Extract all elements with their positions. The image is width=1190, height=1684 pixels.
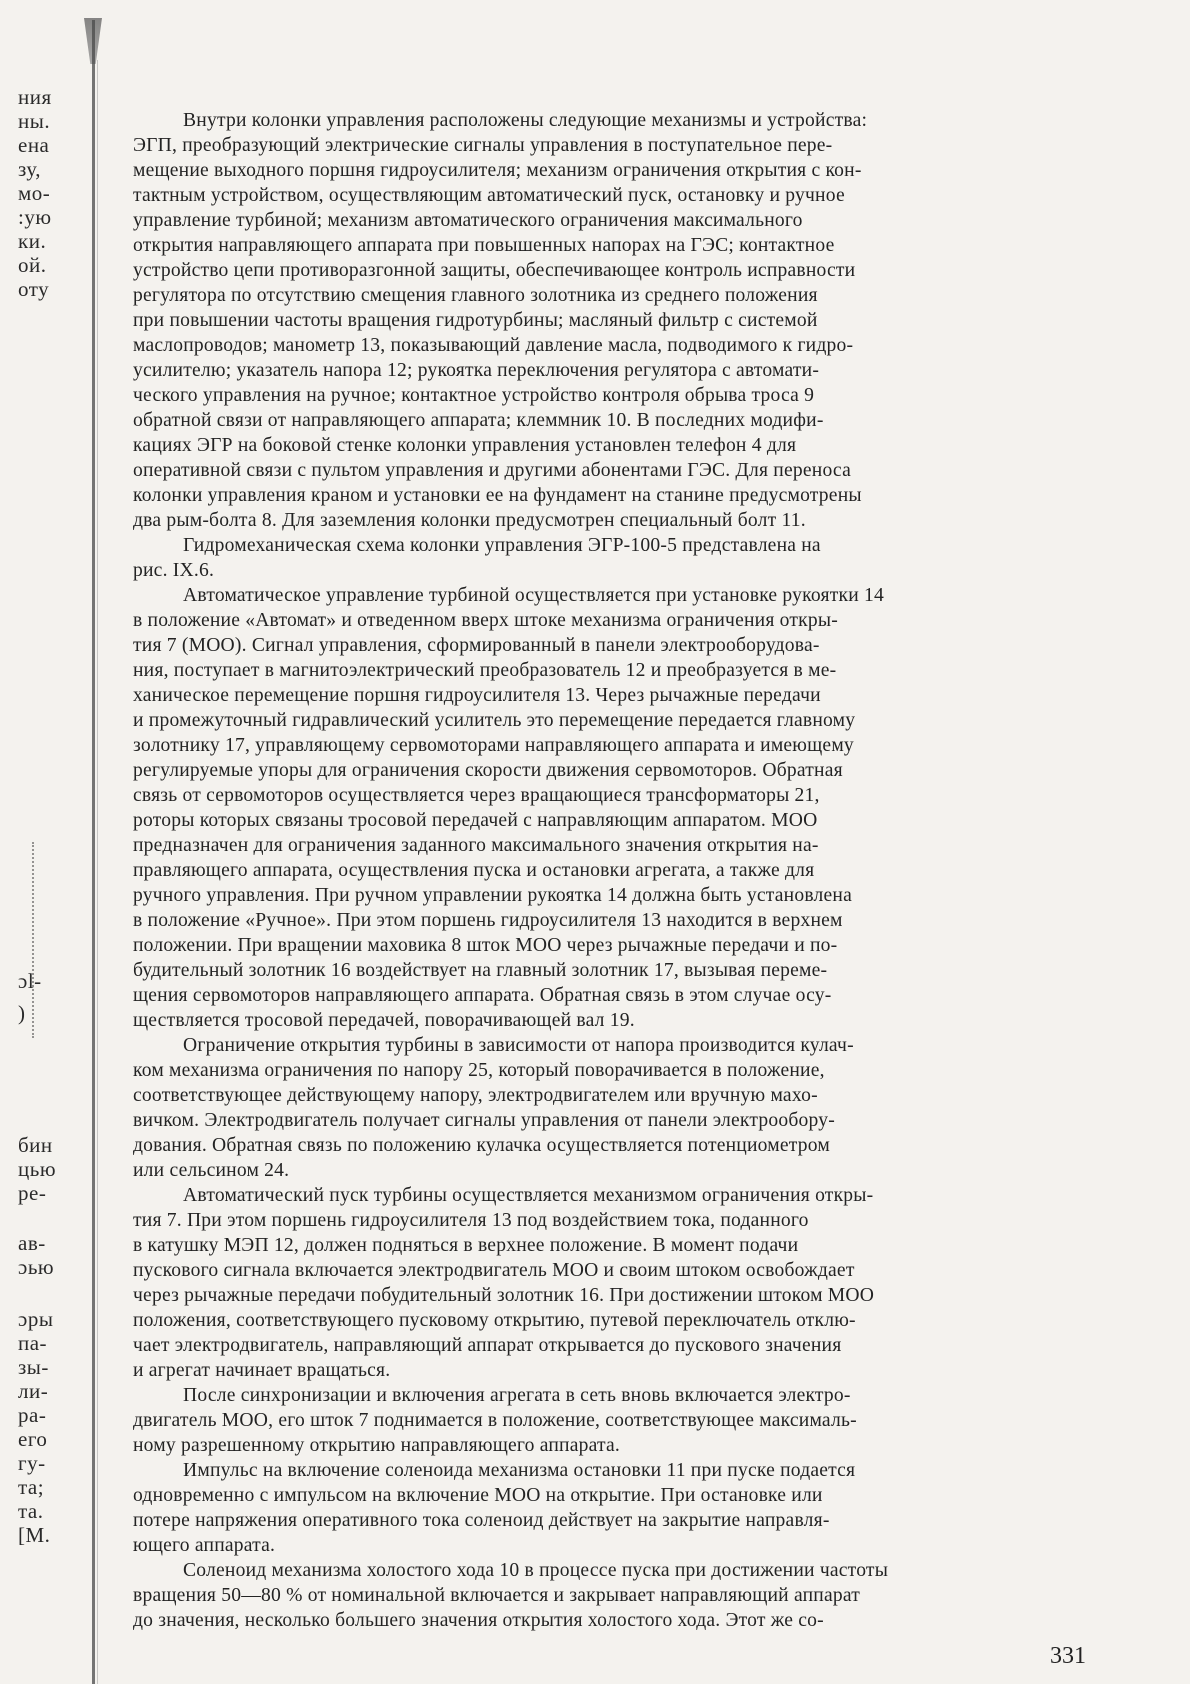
paragraph xyxy=(133,1033,1073,1183)
margin-fragment: ) xyxy=(18,1001,26,1025)
text-line: После синхронизации и включения агрегата в сеть вновь включается электро- xyxy=(183,1385,851,1406)
paragraph xyxy=(133,533,1073,583)
text-line: чает электродвигатель, направляющий аппарат открывается до пускового значения xyxy=(133,1335,842,1356)
text-line: двигатель МОО, его шток 7 поднимается в положение, соответствующее максималь- xyxy=(133,1410,857,1431)
text-line: положения, соответствующего пусковому открытию, путевой переключатель отклю- xyxy=(133,1310,856,1331)
paragraph xyxy=(133,1383,1073,1458)
paragraph xyxy=(133,108,1073,533)
text-line: Ограничение открытия турбины в зависимости от напора производится кулач- xyxy=(183,1035,854,1056)
text-line: кациях ЭГР на боковой стенке колонки управления установлен телефон 4 для xyxy=(133,435,797,456)
text-line: ручного управления. При ручном управлении рукоятка 14 должна быть установлена xyxy=(133,885,852,906)
text-line: ющего аппарата. xyxy=(133,1535,276,1556)
margin-fragment: па- xyxy=(18,1331,48,1355)
text-line: ком механизма ограничения по напору 25, который поворачивается в положение, xyxy=(133,1060,825,1081)
text-line: мещение выходного поршня гидроусилителя; механизм ограничения открытия с кон- xyxy=(133,160,862,181)
text-line: в положение «Ручное». При этом поршень гидроусилителя 13 находится в верхнем xyxy=(133,910,843,931)
text-line: в катушку МЭП 12, должен подняться в верхнее положение. В момент подачи xyxy=(133,1235,799,1256)
text-line: два рым-болта 8. Для заземления колонки предусмотрен специальный болт 11. xyxy=(133,510,806,531)
text-line: Автоматический пуск турбины осуществляется механизмом ограничения откры- xyxy=(183,1185,874,1206)
text-line: Гидромеханическая схема колонки управления ЭГР-100-5 представлена на xyxy=(183,535,821,556)
text-line: тия 7 (МОО). Сигнал управления, сформированный в панели электрооборудова- xyxy=(133,635,820,656)
text-line: ному разрешенному открытию направляющего аппарата. xyxy=(133,1435,621,1456)
text-line: управление турбиной; механизм автоматического ограничения максимального xyxy=(133,210,803,231)
margin-fragment: мо- xyxy=(18,181,51,205)
margin-fragment: та. xyxy=(18,1499,44,1523)
text-line: и агрегат начинает вращаться. xyxy=(133,1360,391,1381)
margin-fragment: ав- xyxy=(18,1231,46,1255)
text-line: щения сервомоторов направляющего аппарата. Обратная связь в этом случае осу- xyxy=(133,985,832,1006)
text-line: обратной связи от направляющего аппарата; клеммник 10. В последних модифи- xyxy=(133,410,824,431)
text-line: открытия направляющего аппарата при повышенных напорах на ГЭС; контактное xyxy=(133,235,835,256)
text-line: колонки управления краном и установки ее на фундамент на станине предусмотрены xyxy=(133,485,862,506)
text-line: рис. IX.6. xyxy=(133,560,215,581)
margin-fragment: ны. xyxy=(18,109,51,133)
margin-fragment: зы- xyxy=(18,1355,49,1379)
text-line: предназначен для ограничения заданного максимального значения открытия на- xyxy=(133,835,819,856)
margin-fragment: ой. xyxy=(18,253,47,277)
text-line: усилителю; указатель напора 12; рукоятка переключения регулятора с автомати- xyxy=(133,360,820,381)
text-line: оперативной связи с пультом управления и другими абонентами ГЭС. Для переноса xyxy=(133,460,851,481)
text-line: одновременно с импульсом на включение МОО на открытие. При остановке или xyxy=(133,1485,823,1506)
text-line: при повышении частоты вращения гидротурбины; масляный фильтр с системой xyxy=(133,310,818,331)
text-line: тия 7. При этом поршень гидроусилителя 13 под воздействием тока, поданного xyxy=(133,1210,809,1231)
margin-fragment: цью xyxy=(18,1157,57,1181)
text-line: связь от сервомоторов осуществляется через вращающиеся трансформаторы 21, xyxy=(133,785,820,806)
binding-shadow xyxy=(97,60,98,1684)
text-line: вичком. Электродвигатель получает сигналы управления от панели электрообору- xyxy=(133,1110,835,1131)
page-number: 331 xyxy=(1050,1643,1086,1669)
text-line: ЭГП, преобразующий электрические сигналы управления в поступательное пере- xyxy=(133,135,833,156)
text-line: устройство цепи противоразгонной защиты, обеспечивающее контроль исправности xyxy=(133,260,856,281)
text-line: роторы которых связаны тросовой передачей с направляющим аппаратом. МОО xyxy=(133,810,818,831)
margin-fragment: зу, xyxy=(18,157,42,181)
text-line: через рычажные передачи побудительный золотник 16. При достижении штоком МОО xyxy=(133,1285,875,1306)
text-line: Внутри колонки управления расположены следующие механизмы и устройства: xyxy=(183,110,868,131)
margin-fragment: его xyxy=(18,1427,48,1451)
text-line: дования. Обратная связь по положению кулачка осуществляется потенциометром xyxy=(133,1135,831,1156)
text-line: потере напряжения оперативного тока соленоид действует на закрытие направля- xyxy=(133,1510,830,1531)
margin-fragment: оту xyxy=(18,277,50,301)
margin-fragment: ния xyxy=(18,85,52,109)
text-line: ханическое перемещение поршня гидроусилителя 13. Через рычажные передачи xyxy=(133,685,821,706)
text-line: правляющего аппарата, осуществления пуска и остановки агрегата, а также для xyxy=(133,860,815,881)
text-line: соответствующее действующему напору, электродвигателем или вручную махо- xyxy=(133,1085,818,1106)
margin-fragment: ки. xyxy=(18,229,47,253)
margin-fragment: ре- xyxy=(18,1181,47,1205)
margin-fragment: ли- xyxy=(18,1379,49,1403)
text-line: положении. При вращении маховика 8 шток МОО через рычажные передачи и по- xyxy=(133,935,838,956)
text-line: золотнику 17, управляющему сервомоторами направляющего аппарата и имеющему xyxy=(133,735,854,756)
paragraph xyxy=(133,1183,1073,1383)
text-line: ческого управления на ручное; контактное устройство контроля обрыва троса 9 xyxy=(133,385,815,406)
margin-fragment: бин xyxy=(18,1133,53,1157)
text-line: регулятора по отсутствию смещения главного золотника из среднего положения xyxy=(133,285,818,306)
main-text xyxy=(133,108,1073,1633)
text-line: и промежуточный гидравлический усилитель это перемещение передается главному xyxy=(133,710,856,731)
margin-fragment: [M. xyxy=(18,1523,51,1547)
margin-fragment: ена xyxy=(18,133,50,157)
binding-edge xyxy=(92,20,95,1684)
text-line: регулируемые упоры для ограничения скорости движения сервомоторов. Обратная xyxy=(133,760,843,781)
text-line: до значения, несколько большего значения открытия холостого хода. Этот же со- xyxy=(133,1610,824,1631)
text-line: пускового сигнала включается электродвигатель МОО и своим штоком освобождает xyxy=(133,1260,855,1281)
paragraph xyxy=(133,1558,1073,1633)
margin-text-strip xyxy=(18,85,80,1585)
text-line: в положение «Автомат» и отведенном вверх штоке механизма ограничения откры- xyxy=(133,610,838,631)
text-line: ния, поступает в магнитоэлектрический преобразователь 12 и преобразуется в ме- xyxy=(133,660,837,681)
text-line: маслопроводов; манометр 13, показывающий давление масла, подводимого к гидро- xyxy=(133,335,854,356)
text-line: ществляется тросовой передачей, поворачивающей вал 19. xyxy=(133,1010,635,1031)
margin-fragment: ра- xyxy=(18,1403,47,1427)
margin-fragment: та; xyxy=(18,1475,45,1499)
margin-fragment: гу- xyxy=(18,1451,46,1475)
margin-fragment: ɔl- xyxy=(18,969,42,993)
margin-fragment: ɔью xyxy=(18,1255,55,1279)
text-line: Автоматическое управление турбиной осуществляется при установке рукоятки 14 xyxy=(183,585,884,606)
text-line: будительный золотник 16 воздействует на главный золотник 17, вызывая переме- xyxy=(133,960,828,981)
margin-fragment: ɔры xyxy=(18,1307,54,1331)
text-line: тактным устройством, осуществляющим автоматический пуск, остановку и ручное xyxy=(133,185,845,206)
paragraph xyxy=(133,1458,1073,1558)
text-line: Соленоид механизма холостого хода 10 в процессе пуска при достижении частоты xyxy=(183,1560,889,1581)
paragraph xyxy=(133,583,1073,1033)
text-line: Импульс на включение соленоида механизма остановки 11 при пуске подается xyxy=(183,1460,856,1481)
text-line: или сельсином 24. xyxy=(133,1160,290,1181)
text-line: вращения 50—80 % от номинальной включается и закрывает направляющий аппарат xyxy=(133,1585,861,1606)
margin-fragment: :ую xyxy=(18,205,52,229)
